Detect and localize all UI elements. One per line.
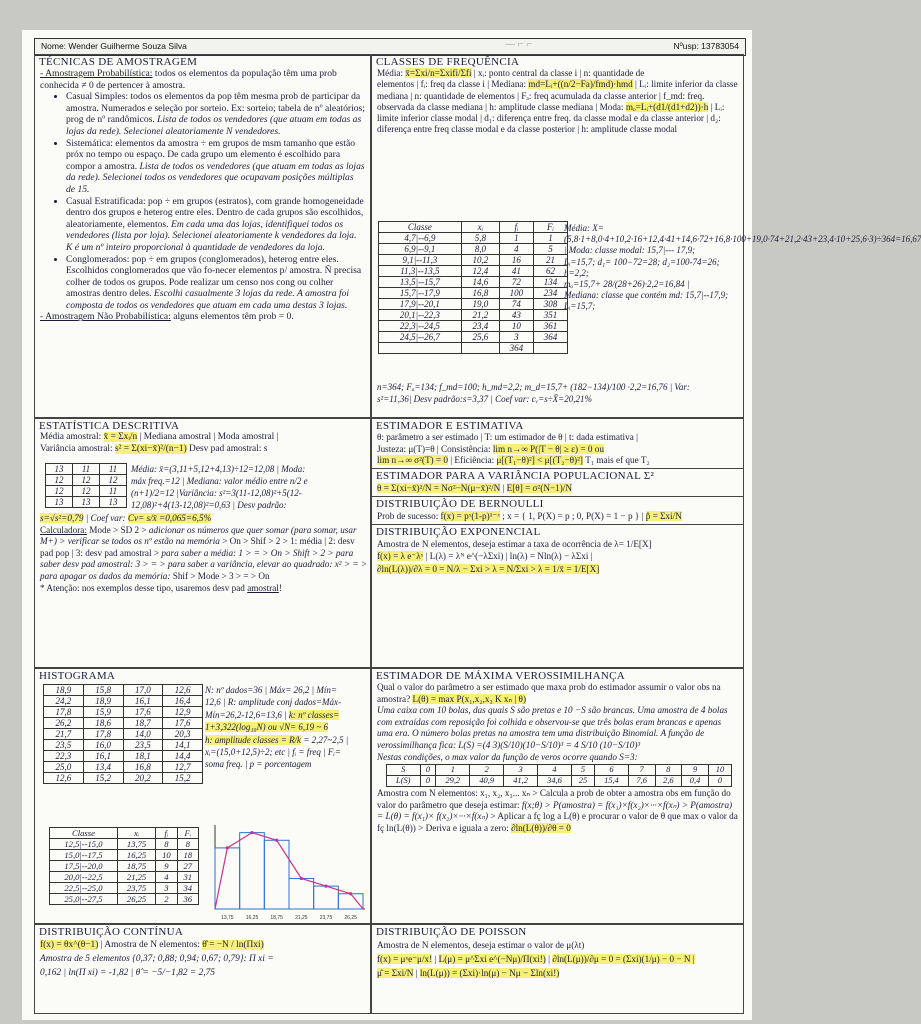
- table-cell: 3: [504, 765, 538, 776]
- table-cell: 12,7: [163, 762, 203, 773]
- table-cell: 12: [100, 475, 127, 486]
- histogram-bar: [289, 878, 314, 909]
- table-cell: 0: [708, 776, 731, 787]
- formula-desv-pad: s=√s²=0,79: [40, 513, 84, 523]
- table-cell: 11,3|--13,5: [379, 266, 462, 277]
- table-cell: 62: [533, 266, 567, 277]
- subsection-title: ESTIMADOR PARA A VARIÂNCIA POPULACIONAL: [376, 469, 641, 482]
- table-cell: 40,9: [470, 776, 504, 787]
- table-cell: 13: [73, 497, 100, 508]
- histogram-chart: [207, 821, 367, 921]
- formula-var-pop: θ = Σ(xi−x̄)²/N = Nσ²−N(μ−x̄)²/N: [377, 482, 501, 493]
- table-cell: 41,2: [504, 776, 538, 787]
- table-cell: 9: [156, 861, 177, 872]
- x-tick-label: 16,25: [245, 915, 259, 921]
- table-cell: 12,9: [163, 707, 203, 718]
- table-cell: 5: [533, 244, 567, 255]
- table-cell: 25,6: [461, 332, 499, 343]
- table-cell: 11: [100, 464, 127, 475]
- table-cell: 5: [571, 765, 594, 776]
- table-cell: 18,6: [83, 718, 123, 729]
- table-cell: 364: [499, 343, 533, 354]
- table-cell: 36: [177, 894, 198, 905]
- table-cell: 18,9: [83, 696, 123, 707]
- table-cell: 8,0: [461, 244, 499, 255]
- formula-derive-zero: ∂ln(L(θ))/∂θ = 0: [511, 822, 571, 833]
- table-cell: 13,75: [117, 839, 155, 850]
- formula-continua: f(x) = θx^(θ−1): [40, 940, 99, 950]
- table-cell: 25,0|--27,5: [50, 894, 118, 905]
- table-cell: 14,0: [123, 729, 163, 740]
- table-cell: 15,8: [83, 685, 123, 696]
- table-cell: 6: [594, 765, 628, 776]
- histogram-class-table: [49, 827, 199, 905]
- table-row: [379, 277, 568, 288]
- table-cell: 12,4: [461, 266, 499, 277]
- table-cell: 27: [177, 861, 198, 872]
- table-cell: 12: [46, 486, 73, 497]
- table-cell: 9: [682, 765, 709, 776]
- table-cell: 15,7|--17,9: [379, 288, 462, 299]
- table-cell: 13: [46, 464, 73, 475]
- table-row: [50, 883, 199, 894]
- formula-bernoulli: f(x) = pˣ(1-p)¹⁻ˣ: [440, 510, 500, 521]
- table-row: [379, 310, 568, 321]
- table-cell: 364: [533, 332, 567, 343]
- table-header-row: [50, 828, 199, 839]
- table-cell: 361: [533, 321, 567, 332]
- formula-consistencia: lim n→∞ P(|T − θ| ≥ ε) = 0 ou: [492, 443, 604, 454]
- formula-coef-var: Cv= s/x̄ =0,065=6,5%: [127, 513, 212, 523]
- formula-variancia: s² = Σ(xi−x̄)²/(n−1): [114, 443, 187, 454]
- table-row: [50, 839, 199, 850]
- table-cell: fᵢ: [156, 828, 177, 839]
- freq-calculations: Média: X=(5,8·1+8,0·4+10,2·16+12,4·41+14,6·72+16,8·100+19,0·74+21,2·43+23,4·10+25,6·3)÷364=16,67 | Moda: classe modal: 15,7|--- 17,9; Lᵢ=15,7; d₁= 100−72=28; d₂=100-74=26; h=2,2; mₒ=15,7+ 28/(28+26)·2,2=16,84 | Mediana: classe que contém md: 15,7|--17,9; Lᵢ=15,7;: [564, 223, 921, 312]
- table-cell: 72: [499, 277, 533, 288]
- formula-derivative-poisson: ∂ln(L(μ))/∂μ = 0 = (Σxi)(1/μ) − 0 − N |: [552, 954, 695, 964]
- table-cell: 19,0: [461, 299, 499, 310]
- table-cell: 17,8: [83, 729, 123, 740]
- sampling-list: [40, 91, 365, 311]
- table-row: [379, 299, 568, 310]
- polygon-point: [300, 877, 303, 880]
- section-max-verossimilhanca: ESTIMADOR DE MÁXIMA VEROSSIMILHANÇA Qual o valor do parâmetro a ser estimado que maxa prob do estimador assumir o valor obs na amostra? L(θ) = max P(x₁,x₂,x₃ K xₙ | θ) Uma caixa com 10 bolas, das quais S são pretas e 10 −S são brancas. Uma amostra de 4 bolas com extraídas com reposição foi colhida e observou-se que três bolas eram brancas e apenas uma era. O número bolas pretas na amostra tem uma distribuição Binomial. A função de verossimilhança fica: L(S) =(4 3)(S/10)(10−S/10)³ = 4 S/10 (10−S/10)³ Nestas condições, o max valor da função de veros ocorre quando S=3: S 0 1 2 3 4 5 6 7 8 9 10 L(S) 0 29,2 40,9 41,2 34,6 25 15,4 7,6 2,6 0,4 0 Amostra com N elementos: x₁, x₂, x₃... xₙ > Calcula a prob de obter a amostra obs em função do valor do parâmetro que deseja estimar: f(x;θ) > P(amostra) = f(x₁)×f(x₂)×···×f(xₙ) > P(amostra) = L(θ) = f(x₁)× f(x₂)×···×f(xₙ) > Aplicar a fç log a L(θ) e procurar o valor de θ que max o valor da fç ln(L(θ)) > Deriva e iguala a zero: ∂ln(L(θ))/∂θ = 0: [371, 668, 744, 924]
- subhead-calculadora: Calculadora:: [40, 524, 87, 535]
- table-cell: 13,4: [83, 762, 123, 773]
- table-cell: 6,9|--9,1: [379, 244, 462, 255]
- formula-p-hat: p̂ = Σxi/N: [645, 510, 682, 521]
- histogram-bar: [264, 840, 289, 909]
- table-row: [387, 765, 732, 776]
- table-cell: 26,2: [44, 718, 84, 729]
- table-cell: 15,9: [83, 707, 123, 718]
- x-tick-label: 21,25: [295, 915, 308, 921]
- table-cell: 25: [571, 776, 594, 787]
- table-cell: 16,1: [83, 751, 123, 762]
- polygon-point: [275, 839, 278, 842]
- list-item: • Casual Estratificada: pop ÷ em grupos (estratos), com grande homogeneidade dentro dos grupos e heterog entre eles. Dentro de cada grupos são escolhidos, aleatoriamente, elementos. Em cada uma das lojas, identifiquei todos os vendedores (lista por loja). Selecionei aleatoriamente k vendedores da loja. K é um nº inteiro proporcional à quantidade de vendedores da loja.: [66, 196, 365, 254]
- formula-mediana: md=Lᵢ+((n/2−Fa)/fmd)·hmd: [528, 79, 633, 90]
- histogram-bar: [215, 848, 240, 909]
- table-cell: 25,0: [44, 762, 84, 773]
- table-cell: 21,2: [461, 310, 499, 321]
- table-cell: 12: [46, 475, 73, 486]
- table-cell: 21,7: [44, 729, 84, 740]
- student-name: Nome: Wender Guilherme Souza Silva: [41, 41, 187, 51]
- table-cell: 16,25: [117, 850, 155, 861]
- table-cell: 22,3: [44, 751, 84, 762]
- formula-media: x̄=Σxi/n=Σxifi/Σfi: [405, 68, 472, 78]
- formula-expected-var: E[θ] = σ²(N−1)/N: [506, 482, 572, 493]
- table-cell: 10: [708, 765, 731, 776]
- table-cell: 10: [156, 850, 177, 861]
- formula-exponencial: f(x) = λ e⁻λˣ: [377, 551, 424, 561]
- formula-likelihood-poisson: L(μ) = μ^Σxi e^(−Nμ)/Π(xi!): [438, 954, 546, 964]
- table-cell: 21: [533, 255, 567, 266]
- histogram-bar: [338, 894, 363, 909]
- formula-poisson: f(x) = μˣe⁻μ/x!: [377, 954, 433, 964]
- section-title: HISTOGRAMA: [39, 670, 116, 682]
- table-cell: 16,8: [123, 762, 163, 773]
- section-continua: DISTRIBUIÇÃO CONTÍNUA f(x) = θx^(θ−1) | Amostra de N elementos: θ̂ = −N / ln(Πxi) Amostra de 5 elementos {0,37; 0,88; 0,94; 0,67; 0,79}: Π xi = 0,162 | ln(Π xi) = -1,82 | θ̂ = −5/−1,82 = 2,75: [34, 924, 371, 1014]
- table-cell: 74: [499, 299, 533, 310]
- section-estimador: ESTIMADOR E ESTIMATIVA θ: parâmetro a ser estimado | T: um estimador de θ | t: dada estimativa | Justeza: μ(T)=θ | Consistência: lim n→∞ P(|T − θ| ≥ ε) = 0 ou lim n→∞ σ²(T) = 0 | Eficiência: μ[(T₁−θ)²] < μ[(T₂−θ)²] T₁ mais ef que T₂ ESTIMADOR PARA A VARIÂNCIA POPULACIONAL Σ² θ = Σ(xi−x̄)²/N = Nσ²−N(μ−x̄)²/N | E[θ] = σ²(N−1)/N DISTRIBUIÇÃO DE BERNOULLI Prob de sucesso: f(x) = pˣ(1-p)¹⁻ˣ ; x = { 1, P(X) = p ; 0, P(X) = 1 − p } | p̂ = Σxi/N DISTRIBUIÇÃO EXPONENCIAL Amostra de N elementos, deseja estimar a taxa de ocorrência de λ= 1/E[X] f(x) = λ e⁻λˣ | L(λ) = λᴺ e^(−λΣxi) | ln(λ) = Nln(λ) − λΣxi | ∂ln(L(λ))/∂λ = 0 = N/λ − Σxi > λ = N/Σxi > λ = 1/x̄ = 1/E[X]: [371, 418, 744, 668]
- x-tick-label: 18,75: [270, 915, 283, 921]
- formula-theta-hat: θ̂ = −N / ln(Πxi): [202, 940, 264, 950]
- table-cell: [379, 343, 462, 354]
- table-cell: 15,2: [83, 773, 123, 784]
- table-cell: 18,9: [44, 685, 84, 696]
- table-cell: 41: [499, 266, 533, 277]
- subsection-title: DISTRIBUIÇÃO EXPONENCIAL: [372, 524, 743, 538]
- section-histograma: [34, 668, 371, 924]
- table-cell: 17,8: [44, 707, 84, 718]
- table-cell: 4: [538, 765, 572, 776]
- table-cell: 0,4: [682, 776, 709, 787]
- table-cell: 24,5|--26,7: [379, 332, 462, 343]
- histogram-notes: N: nº dados=36 | Máx= 26,2 | Mín= 12,6 | R: amplitude conj dados=Máx- Mín=26,2-12,6=13,6 | k: nº classes= 1+3,322(log₁₀N) ou √N= 6,19 ~ 6 h: amplitude classes = R/k = 2,27~2,5 | xᵢ=(15,0+12,5)÷2; etc | fᵢ = freq | Fᵢ= soma freq. | p = porcentagem: [205, 685, 349, 770]
- table-row: [44, 740, 203, 751]
- descritiva-example: Média: x̄=(3,11+5,12+4,13)÷12=12,08 | Moda: máx freq.=12 | Mediana: valor médio entre n/2 e (n+1)/2=12 |Variância: s²=3(11-12,08)²+5(12- 12,08)²+4(13-12,08)²=0,63 | Desv padrão:: [131, 464, 308, 510]
- table-cell: 7: [628, 765, 655, 776]
- table-cell: 8: [177, 839, 198, 850]
- table-row: [46, 497, 127, 508]
- formula-media-amostral: x̄ = Σxᵢ/n: [103, 432, 138, 442]
- table-cell: [533, 343, 567, 354]
- table-cell: 3: [499, 332, 533, 343]
- table-cell: 16: [499, 255, 533, 266]
- table-cell: 29,2: [436, 776, 470, 787]
- section-title: ESTIMADOR E ESTIMATIVA: [376, 420, 524, 432]
- formula-amplitude: h: amplitude classes = R/k: [205, 734, 302, 745]
- raw-data-grid: [43, 684, 203, 784]
- table-cell: S: [387, 765, 421, 776]
- table-cell: xᵢ: [461, 222, 499, 233]
- table-row: [46, 486, 127, 497]
- section-title: DISTRIBUIÇÃO DE POISSON: [376, 926, 527, 938]
- table-cell: 15,2: [163, 773, 203, 784]
- table-cell: 15,0|--17,5: [50, 850, 118, 861]
- section-title: ESTATÍSTICA DESCRITIVA: [39, 420, 180, 432]
- table-cell: 5,8: [461, 233, 499, 244]
- section-amostragem: TÉCNICAS DE AMOSTRAGEM - Amostragem Probabilística: todos os elementos da população têm uma prob conhecida ≠ 0 de pertencer à amostra. • Casual Simples: todos os elementos da pop têm mesma prob de participar da amostra. Numerados e seleção por sorteio. Ex: sorteio; tabela de nº aleatórios; prog de nº randômicos. Lista de todos os vendedores (que atuam em todas as lojas da rede). Selecionei aleatoriamente N vendedores. • Sistemática: elementos da amostra ÷ em grupos de msm tamanho que estão próx no tempo ou espaço. De cada grupo um elemento é escolhido para compor a amostra. Lista de todos os vendedores (que atuam em todas as lojas da rede). Selecionei todos os vendedores que ocupavam posições múltiplas de 15. • Casual Estratificada: pop ÷ em grupos (estratos), com grande homogeneidade dentro dos grupos e heterog entre eles. Dentro de cada grupos são escolhidos, aleatoriamente, elementos. Em cada uma das lojas, identifiquei todos os vendedores (lista por loja). Selecionei aleatoriamente k vendedores da loja. K é um nº inteiro proporcional à quantidade de vendedores da loja. • Conglomerados: pop ÷ em grupos (conglomerados), heterog entre eles. Escolhidos conglomerados que vão fo-necer elementos p/ amostra. Ñ precisa colher de todos os grupos. Pode realizar um censo nos cong ou colher amostras dentro deles. Escolhi casualmente 3 lojas da rede. A amostra foi composta de todos os vendedores que atuam em cada uma destas 3 lojas. - Amostragem Não Probabilística: alguns elementos têm prob = 0.: [34, 54, 371, 418]
- list-item: • Sistemática: elementos da amostra ÷ em grupos de msm tamanho que estão próx no tempo ou espaço. De cada grupo um elemento é escolhido para compor a amostra. Lista de todos os vendedores (que atuam em todas as lojas da rede). Selecionei todos os vendedores que ocupavam posições múltiplas de 15.: [66, 138, 365, 196]
- table-cell: 4: [156, 872, 177, 883]
- table-cell: 100: [499, 288, 533, 299]
- table-cell: 23,4: [461, 321, 499, 332]
- table-cell: 17,0: [123, 685, 163, 696]
- table-cell: 16,4: [163, 696, 203, 707]
- table-cell: 20,1|--22,3: [379, 310, 462, 321]
- table-cell: Classe: [50, 828, 118, 839]
- subsection-title: DISTRIBUIÇÃO DE BERNOULLI: [372, 496, 743, 510]
- list-item: • Conglomerados: pop ÷ em grupos (conglomerados), heterog entre eles. Escolhidos conglomerados que vão fo-necer elementos p/ amostra. Ñ precisa colher de todos os grupos. Pode realizar um censo nos cong ou colher amostras dentro deles. Escolhi casualmente 3 lojas da rede. A amostra foi composta de todos os vendedores que atuam em cada uma destas 3 lojas.: [66, 254, 365, 312]
- formula-log-likelihood: ln(L(μ)) = (Σxi)·ln(μ) − Nμ − Σln(xi!): [419, 968, 560, 978]
- table-row: [379, 233, 568, 244]
- table-cell: Fᵢ: [177, 828, 198, 839]
- section-classes: CLASSES DE FREQUÊNCIA Média: x̄=Σxi/n=Σxifi/Σfi | xᵢ: ponto central da classe i | n: quantidade de elementos | fᵢ: freq da classe i | Mediana: md=Lᵢ+((n/2−Fa)/fmd)·hmd | Lᵢ: limite inferior da classe mediana | n: quantidade de elementos | Fₐ: freq acumulada da classe anterior | f_md: freq. observada da classe mediana | h: amplitude classe mediana | Moda: mₒ=Lᵢ+(d1/(d1+d2))·h | Lᵢ: limite inferior classe modal | d₁: diferença entre freq. da classe modal e da classe anterior | d₂: diferença entre freq classe modal e da classe posterior | h: amplitude classe modal Classe xᵢ fᵢ Fᵢ 4,7|--6,9 5,8 1 1 6,9|--9,1 8,0 4 5 9,1|--11,3 10,2 16 21 11,3|--13,5 12,4 41 62 13,5|--15,7 14,6 72 134 15,7|--17,9 16,8 100 234 17,9|--20,1 19,0 74 308 20,1|--22,3 21,2 43 351 22,3|--24,5 23,4 10 361 24,5|--26,7 25,6 3 364 364 Média: X=(5,8·1+8,0·4+10,2·16+12,4·41+14,6·72+16,8·100+19,0·74+21,2·43+23,4·10+25,6·3)÷364=16,67 | Moda: classe modal: 15,7|--- 17,9; Lᵢ=15,7; d₁= 100−72=28; d₂=100-74=26; h=2,2; mₒ=15,7+ 28/(28+26)·2,2=16,84 | Mediana: classe que contém md: 15,7|--17,9; Lᵢ=15,7; n=364; Fₐ=134; f_md=100; h_md=2,2; m_d=15,7+ (182−134)/100 ·2,2=16,76 | Var: s²=11,36| Desv padrão:s=3,37 | Coef var: cᵥ=s÷X̄=20,21%: [371, 54, 744, 418]
- table-cell: 23,5: [123, 740, 163, 751]
- table-cell: 2: [156, 894, 177, 905]
- table-row: [50, 872, 199, 883]
- formula-sturges: 1+3,322(log₁₀N) ou √N= 6,19 ~ 6: [205, 722, 328, 733]
- table-cell: 17,5|--20,0: [50, 861, 118, 872]
- formula-likelihood: L(θ) = max P(x₁,x₂,x₃ K xₙ | θ): [412, 693, 527, 704]
- student-number: Nºusp: 13783054: [673, 41, 739, 51]
- table-cell: 134: [533, 277, 567, 288]
- table-cell: Classe: [379, 222, 462, 233]
- sample-grid: [45, 463, 127, 508]
- table-cell: 43: [499, 310, 533, 321]
- table-cell: 2: [470, 765, 504, 776]
- formula-eficiencia: μ[(T₁−θ)²] < μ[(T₂−θ)²]: [496, 455, 583, 465]
- formula-moda: mₒ=Lᵢ+(d1/(d1+d2))·h: [625, 101, 709, 112]
- table-row: [50, 861, 199, 872]
- freq-class-table: [378, 221, 568, 354]
- section-title: TÉCNICAS DE AMOSTRAGEM: [39, 56, 198, 68]
- table-cell: 16,8: [461, 288, 499, 299]
- polygon-point: [324, 884, 327, 887]
- table-cell: 12: [73, 486, 100, 497]
- table-row: [379, 266, 568, 277]
- list-item: • Casual Simples: todos os elementos da pop têm mesma prob de participar da amostra. Numerados e seleção por sorteio. Ex: sorteio; tabela de nº aleatórios; prog de nº randômicos. Lista de todos os vendedores (que atuam em todas as lojas da rede). Selecionei aleatoriamente N vendedores.: [66, 91, 365, 137]
- table-cell: 234: [533, 288, 567, 299]
- table-cell: 21,25: [117, 872, 155, 883]
- table-cell: 13,5|--15,7: [379, 277, 462, 288]
- table-cell: 8: [655, 765, 682, 776]
- table-cell: 1: [533, 233, 567, 244]
- table-cell: 12: [73, 475, 100, 486]
- table-cell: 13: [46, 497, 73, 508]
- table-row: [44, 729, 203, 740]
- section-title: ESTIMADOR DE MÁXIMA VEROSSIMILHANÇA: [376, 670, 625, 682]
- table-cell: 17,6: [163, 718, 203, 729]
- table-cell: 17,6: [123, 707, 163, 718]
- table-cell: 14,4: [163, 751, 203, 762]
- table-cell: 11: [100, 486, 127, 497]
- table-cell: 1: [436, 765, 470, 776]
- table-cell: 31: [177, 872, 198, 883]
- table-row: [44, 685, 203, 696]
- table-row: [379, 332, 568, 343]
- section-title: CLASSES DE FREQUÊNCIA: [376, 56, 520, 68]
- table-cell: 0: [420, 765, 436, 776]
- table-cell: 1: [499, 233, 533, 244]
- freq-summary: n=364; Fₐ=134; f_md=100; h_md=2,2; m_d=15,7+ (182−134)/100 ·2,2=16,76 | Var: s²=11,36| Desv padrão:s=3,37 | Coef var: cᵥ=s÷X̄=20,21%: [377, 382, 690, 404]
- table-cell: 4,7|--6,9: [379, 233, 462, 244]
- table-cell: 20,0|--22,5: [50, 872, 118, 883]
- table-cell: 308: [533, 299, 567, 310]
- table-row: [44, 751, 203, 762]
- table-cell: L(S): [387, 776, 421, 787]
- table-cell: 23,75: [117, 883, 155, 894]
- formula-mu-hat: μ̂ = Σxi/N: [377, 968, 414, 978]
- cheat-sheet-page: [22, 30, 921, 1020]
- table-header-row: [379, 222, 568, 233]
- table-cell: 3: [156, 883, 177, 894]
- table-row: [44, 762, 203, 773]
- pen-scribble: — ⌐ ⌐: [505, 39, 533, 50]
- table-cell: fᵢ: [499, 222, 533, 233]
- table-cell: 34,6: [538, 776, 572, 787]
- table-cell: 26,25: [117, 894, 155, 905]
- table-cell: 8: [156, 839, 177, 850]
- table-cell: 13: [100, 497, 127, 508]
- table-cell: [461, 343, 499, 354]
- subhead-nao-probabilistica: - Amostragem Não Probabilística:: [40, 311, 171, 323]
- subhead-probabilistica: - Amostragem Probabilística:: [40, 68, 153, 79]
- polygon-point: [250, 831, 253, 834]
- table-row: [50, 894, 199, 905]
- table-cell: 12,6: [163, 685, 203, 696]
- table-cell: 22,5|--25,0: [50, 883, 118, 894]
- table-cell: 20,2: [123, 773, 163, 784]
- x-tick-label: 13,75: [221, 915, 234, 921]
- histogram-bar: [314, 886, 339, 909]
- table-cell: 14,1: [163, 740, 203, 751]
- table-row: [44, 773, 203, 784]
- likelihood-table: [386, 764, 732, 787]
- formula-consistencia-var: lim n→∞ σ²(T) = 0: [377, 455, 448, 465]
- section-descritiva: ESTATÍSTICA DESCRITIVA Média amostral: x̄ = Σxᵢ/n | Mediana amostral | Moda amostral | Variância amostral: s² = Σ(xi−x̄)²/(n−1) Desv pad amostral: s 13 11 11 12 12 12 12 12 11 13 13 13 Média: x̄=(3,11+5,12+4,13)÷12=12,08 | Moda: máx freq.=12 | Mediana: valor médio entre n/2 e (n+1)/2=12 |Variância: s²=3(11-12,08)²+5(12- 12,08)²+4(13-12,08)²=0,63 | Desv padrão: s=√s²=0,79 | Coef var: Cv= s/x̄ =0,065=6,5% Calculadora: Mode > SD 2 > adicionar os números que quer somar (para somar, usar M+) > verificar se todos os nº estão na memória > On > Shif > 2 > 1: média | 2: desv pad pop | 3: desv pad amostral > para saber a média: 1 > = > On > Shift > 2 > para saber desv pad amostral: 3 > = > para saber a variância, elevar ao quadrado: x² > = > para apagar os dados da memória: Shif > Mode > 3 > = > On * Atenção: nos exemplos desse tipo, usaremos desv pad amostral!: [34, 418, 371, 668]
- table-cell: 12,5|--15,0: [50, 839, 118, 850]
- table-row: [379, 288, 568, 299]
- table-row: [46, 475, 127, 486]
- table-cell: 10,2: [461, 255, 499, 266]
- section-title: DISTRIBUIÇÃO CONTÍNUA: [39, 926, 184, 938]
- table-cell: 18: [177, 850, 198, 861]
- table-cell: 18,7: [123, 718, 163, 729]
- table-row: [44, 707, 203, 718]
- table-row: [44, 696, 203, 707]
- table-cell: 20,3: [163, 729, 203, 740]
- table-cell: 11: [73, 464, 100, 475]
- formula-lambda-hat: ∂ln(L(λ))/∂λ = 0 = N/λ − Σxi > λ = N/Σxi > λ = 1/x̄ = 1/E[X]: [377, 563, 600, 574]
- table-cell: 7,6: [628, 776, 655, 787]
- x-tick-label: 26,25: [344, 915, 357, 921]
- table-cell: Fᵢ: [533, 222, 567, 233]
- polygon-point: [349, 892, 352, 895]
- table-cell: 34: [177, 883, 198, 894]
- table-row: [379, 244, 568, 255]
- table-cell: 23,5: [44, 740, 84, 751]
- table-cell: 4: [499, 244, 533, 255]
- table-cell: 17,9|--20,1: [379, 299, 462, 310]
- table-cell: 351: [533, 310, 567, 321]
- table-cell: 22,3|--24,5: [379, 321, 462, 332]
- table-cell: 18,1: [123, 751, 163, 762]
- table-row: [46, 464, 127, 475]
- table-cell: xᵢ: [117, 828, 155, 839]
- table-cell: 9,1|--11,3: [379, 255, 462, 266]
- table-row: [379, 343, 568, 354]
- table-row: [379, 255, 568, 266]
- section-poisson: DISTRIBUIÇÃO DE POISSON Amostra de N elementos, deseja estimar o valor de μ(λt) f(x) = μˣe⁻μ/x! | L(μ) = μ^Σxi e^(−Nμ)/Π(xi!) | ∂ln(L(μ))/∂μ = 0 = (Σxi)(1/μ) − 0 − N | μ̂ = Σxi/N | ln(L(μ)) = (Σxi)·ln(μ) − Nμ − Σln(xi!): [371, 924, 744, 1014]
- polygon-point: [226, 846, 229, 849]
- table-cell: 12,6: [44, 773, 84, 784]
- table-cell: 14,6: [461, 277, 499, 288]
- table-cell: 2,6: [655, 776, 682, 787]
- table-cell: 18,75: [117, 861, 155, 872]
- table-cell: 15,4: [594, 776, 628, 787]
- table-cell: 24,2: [44, 696, 84, 707]
- table-cell: 16,0: [83, 740, 123, 751]
- table-cell: 0: [420, 776, 436, 787]
- table-row: [50, 850, 199, 861]
- histogram-bar: [240, 833, 265, 909]
- table-row: [387, 776, 732, 787]
- table-cell: 16,1: [123, 696, 163, 707]
- table-cell: 10: [499, 321, 533, 332]
- table-row: [379, 321, 568, 332]
- table-row: [44, 718, 203, 729]
- x-tick-label: 23,75: [319, 915, 333, 921]
